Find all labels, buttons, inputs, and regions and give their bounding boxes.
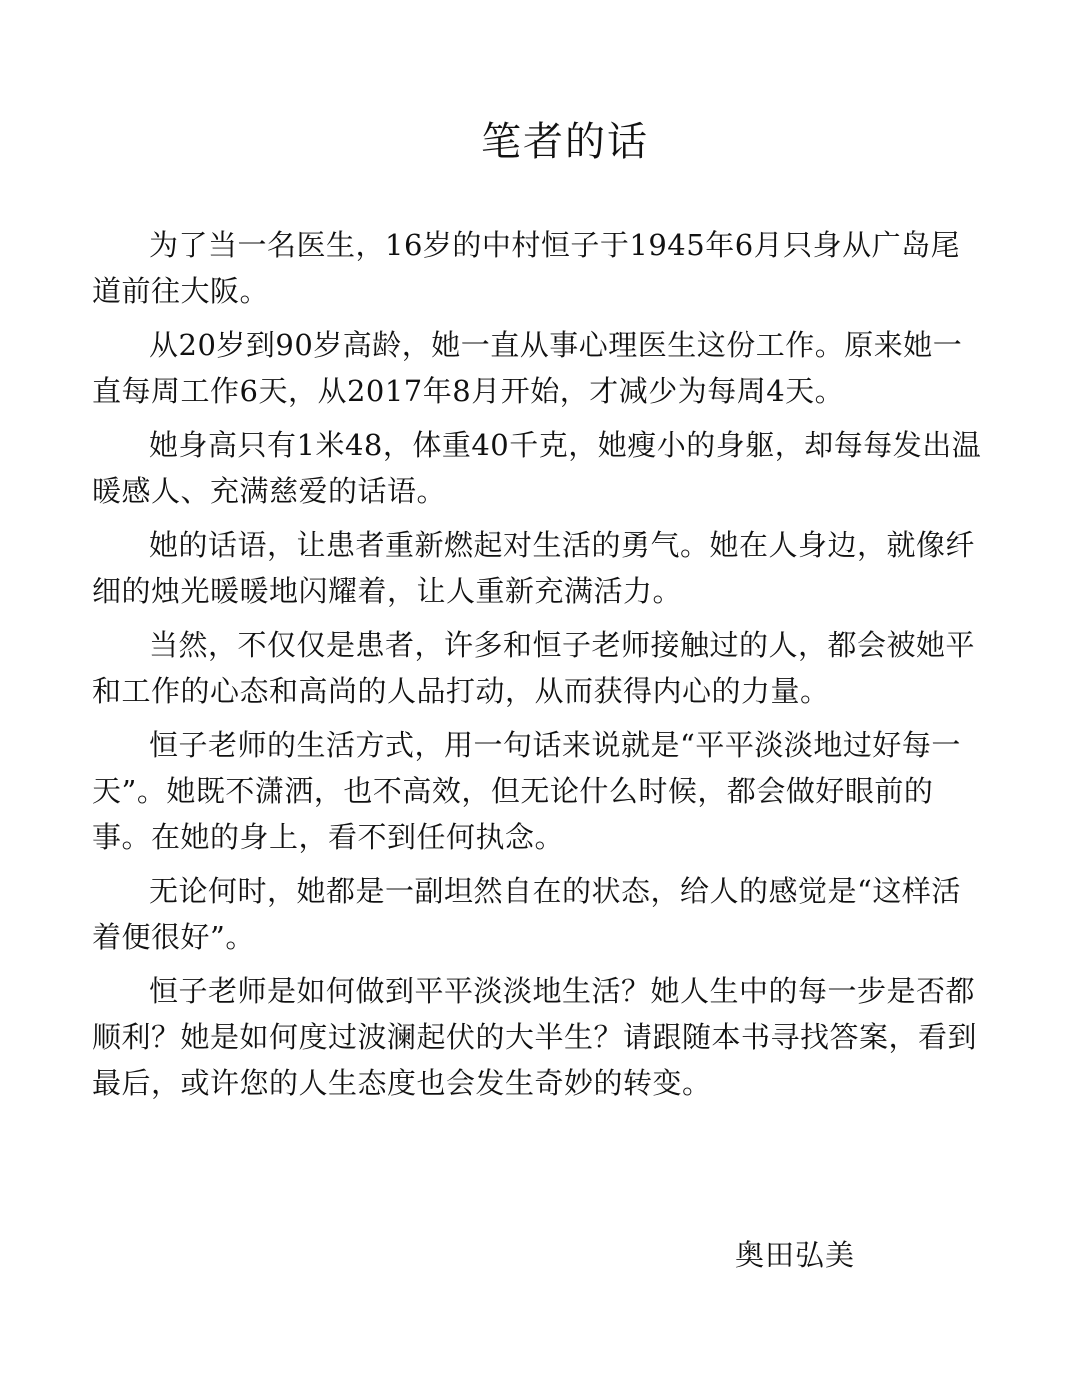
paragraph: 她身高只有1米48，体重40千克，她瘦小的身躯，却每每发出温暖感人、充满慈爱的话语。 [92, 428, 982, 508]
body-text [92, 222, 982, 1114]
author-signature: 奥田弘美 [734, 1238, 855, 1272]
paragraph: 恒子老师的生活方式，用一句话来说就是“平平淡淡地过好每一天”。她既不潇洒，也不高效，但无论什么时候，都会做好眼前的事。在她的身上，看不到任何执念。 [92, 728, 961, 854]
paragraph: 无论何时，她都是一副坦然自在的状态，给人的感觉是“这样活着便很好”。 [92, 874, 961, 954]
page-title: 笔者的话 [481, 119, 649, 165]
paragraph: 她的话语，让患者重新燃起对生活的勇气。她在人身边，就像纤细的烛光暖暖地闪耀着，让人重新充满活力。 [92, 528, 976, 608]
paragraph: 当然，不仅仅是患者，许多和恒子老师接触过的人，都会被她平和工作的心态和高尚的人品打动，从而获得内心的力量。 [92, 628, 976, 708]
paragraph: 恒子老师是如何做到平平淡淡地生活？她人生中的每一步是否都顺利？她是如何度过波澜起伏的大半生？请跟随本书寻找答案，看到最后，或许您的人生态度也会发生奇妙的转变。 [92, 974, 978, 1100]
paragraph: 从20岁到90岁高龄，她一直从事心理医生这份工作。原来她一直每周工作6天，从2017年8月开始，才减少为每周4天。 [92, 328, 963, 408]
paragraph: 为了当一名医生，16岁的中村恒子于1945年6月只身从广岛尾道前往大阪。 [92, 228, 961, 308]
